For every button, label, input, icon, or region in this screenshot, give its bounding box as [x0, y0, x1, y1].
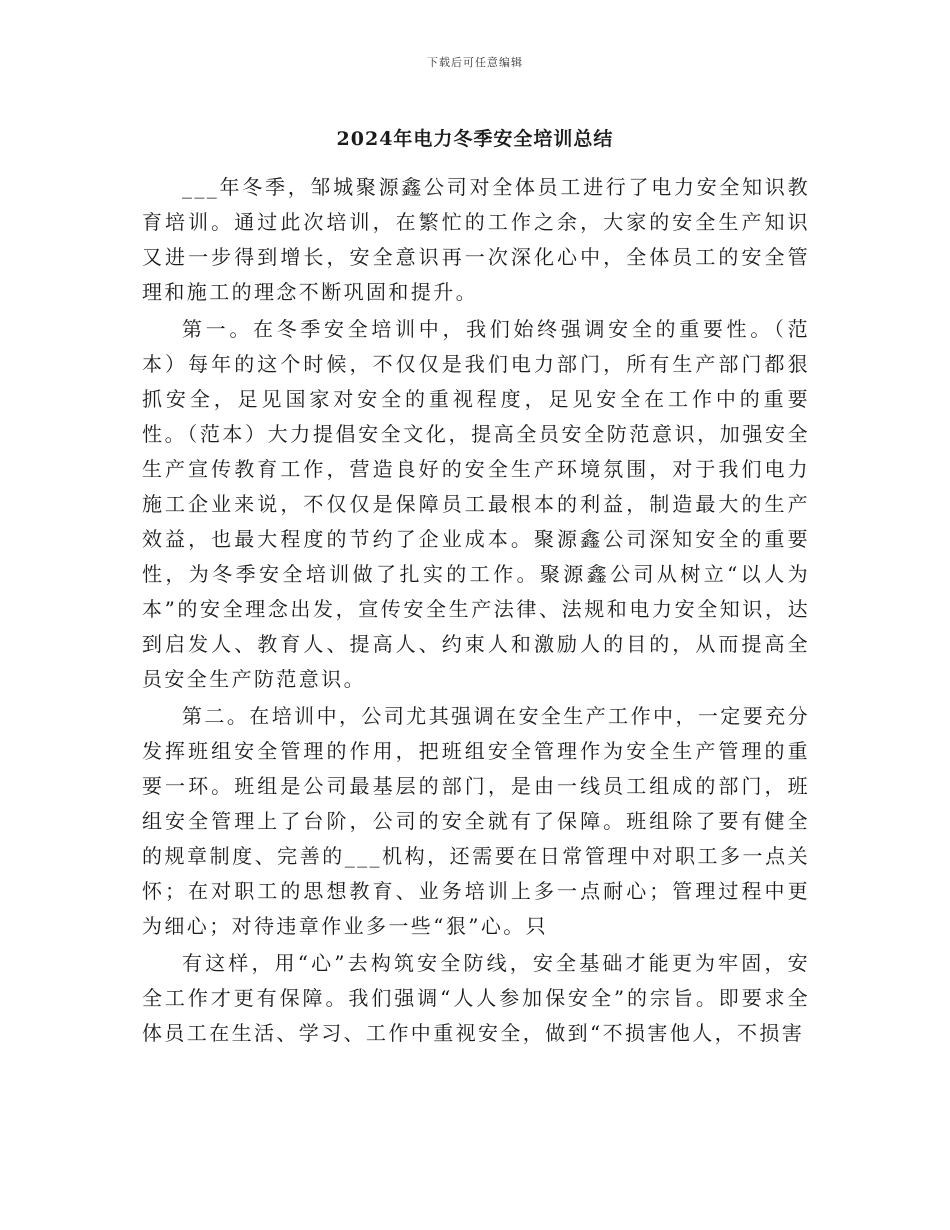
paragraph-intro: ___年冬季，邹城聚源鑫公司对全体员工进行了电力安全知识教育培训。通过此次培训，在繁忙的工作之余，大家的安全生产知识又进一步得到增长，安全意识再一次深化心中，全体员工的安全管理和施工的理念不断巩固和提升。: [142, 175, 810, 304]
page-header-note: 下载后可任意编辑: [427, 56, 523, 69]
document-body: [142, 170, 810, 1053]
document-title: 2024年电力冬季安全培训总结: [336, 128, 614, 150]
paragraph-continuation: 有这样，用“心”去构筑安全防线，安全基础才能更为牢固，安全工作才更有保障。我们强调“人人参加保安全”的宗旨。即要求全体员工在生活、学习、工作中重视安全，做到“不损害他人，不损害: [142, 951, 810, 1045]
paragraph-first-point: 第一。在冬季安全培训中，我们始终强调安全的重要性。（范本）每年的这个时候，不仅仅是我们电力部门，所有生产部门都狠抓安全，足见国家对安全的重视程度，足见安全在工作中的重要性。（范本）大力提倡安全文化，提高全员安全防范意识，加强安全生产宣传教育工作，营造良好的安全生产环境氛围，对于我们电力施工企业来说，不仅仅是保障员工最根本的利益，制造最大的生产效益，也最大程度的节约了企业成本。聚源鑫公司深知安全的重要性，为冬季安全培训做了扎实的工作。聚源鑫公司从树立“以人为本”的安全理念出发，宣传安全生产法律、法规和电力安全知识，达到启发人、教育人、提高人、约束人和激励人的目的，从而提高全员安全生产防范意识。: [142, 317, 810, 691]
paragraph-second-point: 第二。在培训中，公司尤其强调在安全生产工作中，一定要充分发挥班组安全管理的作用，把班组安全管理作为安全生产管理的重要一环。班组是公司最基层的部门，是由一线员工组成的部门，班组安全管理上了台阶，公司的安全就有了保障。班组除了要有健全的规章制度、完善的___机构，还需要在日常管理中对职工多一点关怀；在对职工的思想教育、业务培训上多一点耐心；管理过程中更为细心；对待违章作业多一些“狠”心。只: [142, 704, 810, 938]
